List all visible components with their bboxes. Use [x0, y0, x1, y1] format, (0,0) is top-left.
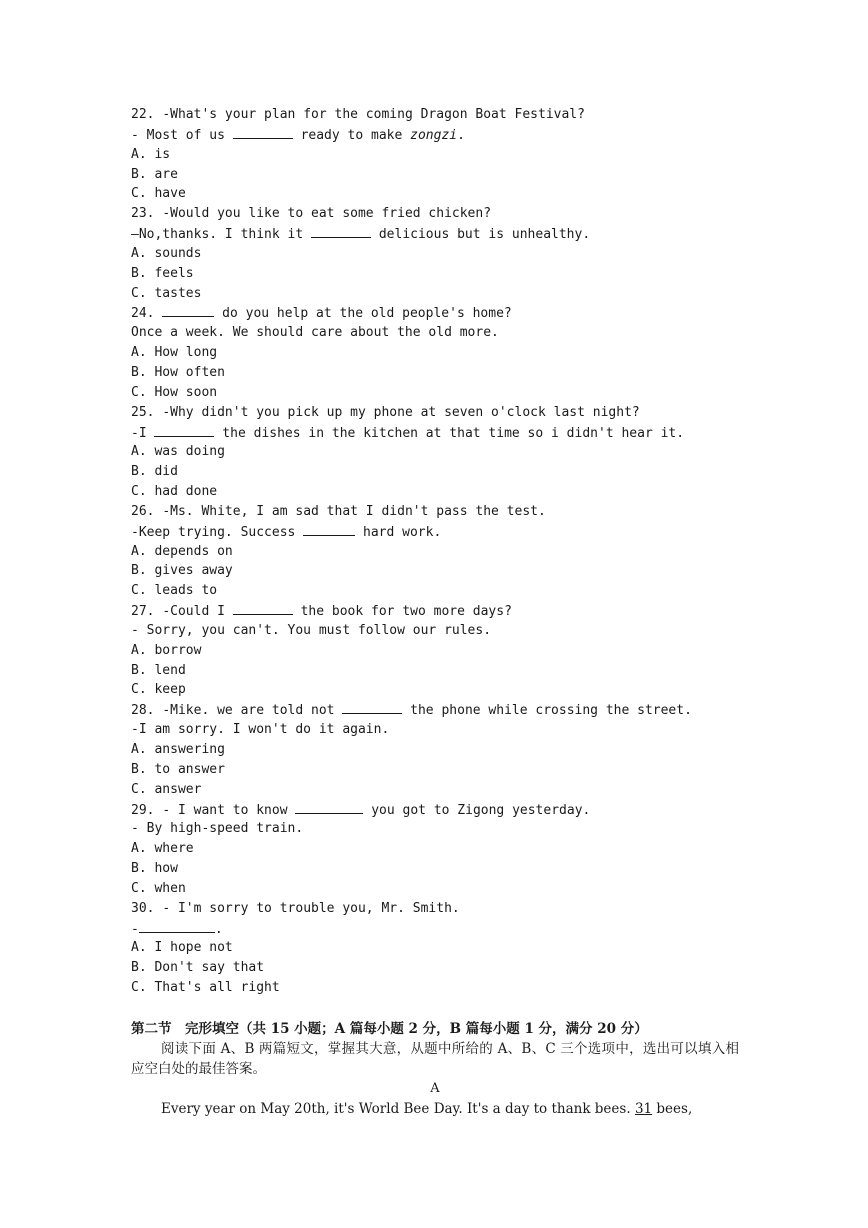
- option-b: B. how: [131, 861, 178, 877]
- option-c: C. leads to: [131, 583, 218, 599]
- section-instructions: 阅读下面 A、B 两篇短文，掌握其大意，从题中所给的 A、B、C 三个选项中，选出可以填入相应空白处的最佳答案。: [131, 1040, 739, 1077]
- option-a: A. borrow: [131, 642, 202, 658]
- question-stem: 25. -Why didn't you pick up my phone at seven o'clock last night?: [131, 404, 640, 420]
- question-27: [131, 601, 751, 700]
- option-c: C. answer: [131, 781, 202, 797]
- question-reply: - .: [131, 919, 751, 939]
- answer-blank: [233, 125, 293, 139]
- option-c: C. How soon: [131, 384, 218, 400]
- answer-blank: [139, 919, 215, 933]
- question-25: [131, 403, 751, 502]
- option-a: A. How long: [131, 345, 218, 361]
- passage-label: A: [430, 1080, 440, 1096]
- option-b: B. How often: [131, 364, 225, 380]
- section-heading: 第二节 完形填空（共 15 小题；A 篇每小题 2 分，B 篇每小题 1 分，满分 20 分）: [131, 1020, 648, 1037]
- option-b: B. gives away: [131, 563, 233, 579]
- question-reply: - Most of us ready to make zongzi.: [131, 125, 751, 145]
- option-c: C. have: [131, 186, 186, 202]
- question-reply: —No,thanks. I think it delicious but is unhealthy.: [131, 224, 751, 244]
- question-24: [131, 303, 751, 402]
- question-reply: -I the dishes in the kitchen at that time so i didn't hear it.: [131, 423, 751, 443]
- answer-blank: [233, 601, 293, 615]
- question-reply: -I am sorry. I won't do it again.: [131, 722, 390, 738]
- question-28: [131, 700, 751, 799]
- blank-number: 31: [634, 1100, 653, 1117]
- option-c: C. had done: [131, 484, 218, 500]
- question-reply: - Sorry, you can't. You must follow our rules.: [131, 622, 492, 638]
- passage-text: Every year on May 20th, it's World Bee Day. It's a day to thank bees. 31 bees,: [161, 1100, 693, 1117]
- question-stem: 28. -Mike. we are told not the phone while crossing the street.: [131, 700, 751, 720]
- option-c: C. when: [131, 880, 186, 896]
- option-a: A. is: [131, 146, 171, 162]
- option-a: A. depends on: [131, 543, 233, 559]
- option-b: B. are: [131, 166, 178, 182]
- answer-blank: [295, 800, 363, 814]
- answer-blank: [162, 303, 214, 317]
- option-a: A. where: [131, 841, 194, 857]
- option-a: A. I hope not: [131, 940, 233, 956]
- question-reply: -Keep trying. Success hard work.: [131, 522, 751, 542]
- answer-blank: [154, 423, 214, 437]
- question-29: [131, 800, 751, 899]
- question-26: [131, 502, 751, 601]
- question-23: [131, 204, 751, 303]
- option-c: C. keep: [131, 682, 186, 698]
- question-stem: 22. -What's your plan for the coming Dragon Boat Festival?: [131, 107, 585, 122]
- option-a: A. answering: [131, 742, 225, 757]
- option-b: B. to answer: [131, 761, 225, 777]
- option-b: B. did: [131, 464, 178, 480]
- document-page: [131, 105, 751, 1119]
- question-stem: 24. do you help at the old people's home?: [131, 303, 751, 323]
- option-b: B. Don't say that: [131, 960, 265, 976]
- question-reply: - By high-speed train.: [131, 821, 304, 837]
- answer-blank: [311, 224, 371, 238]
- question-30: [131, 899, 751, 998]
- question-stem: 27. -Could I the book for two more days?: [131, 601, 751, 621]
- option-a: A. sounds: [131, 245, 202, 261]
- question-stem: 23. -Would you like to eat some fried chicken?: [131, 206, 492, 222]
- option-a: A. was doing: [131, 444, 225, 460]
- question-reply: Once a week. We should care about the old more.: [131, 325, 499, 341]
- option-c: C. That's all right: [131, 980, 280, 996]
- option-b: B. lend: [131, 662, 186, 678]
- option-c: C. tastes: [131, 285, 202, 301]
- question-22: [131, 105, 751, 204]
- question-stem: 29. - I want to know you got to Zigong yesterday.: [131, 800, 751, 820]
- question-stem: 26. -Ms. White, I am sad that I didn't pass the test.: [131, 503, 546, 519]
- answer-blank: [303, 522, 355, 536]
- answer-blank: [342, 700, 402, 714]
- question-stem: 30. - I'm sorry to trouble you, Mr. Smith.: [131, 900, 460, 916]
- option-b: B. feels: [131, 265, 194, 281]
